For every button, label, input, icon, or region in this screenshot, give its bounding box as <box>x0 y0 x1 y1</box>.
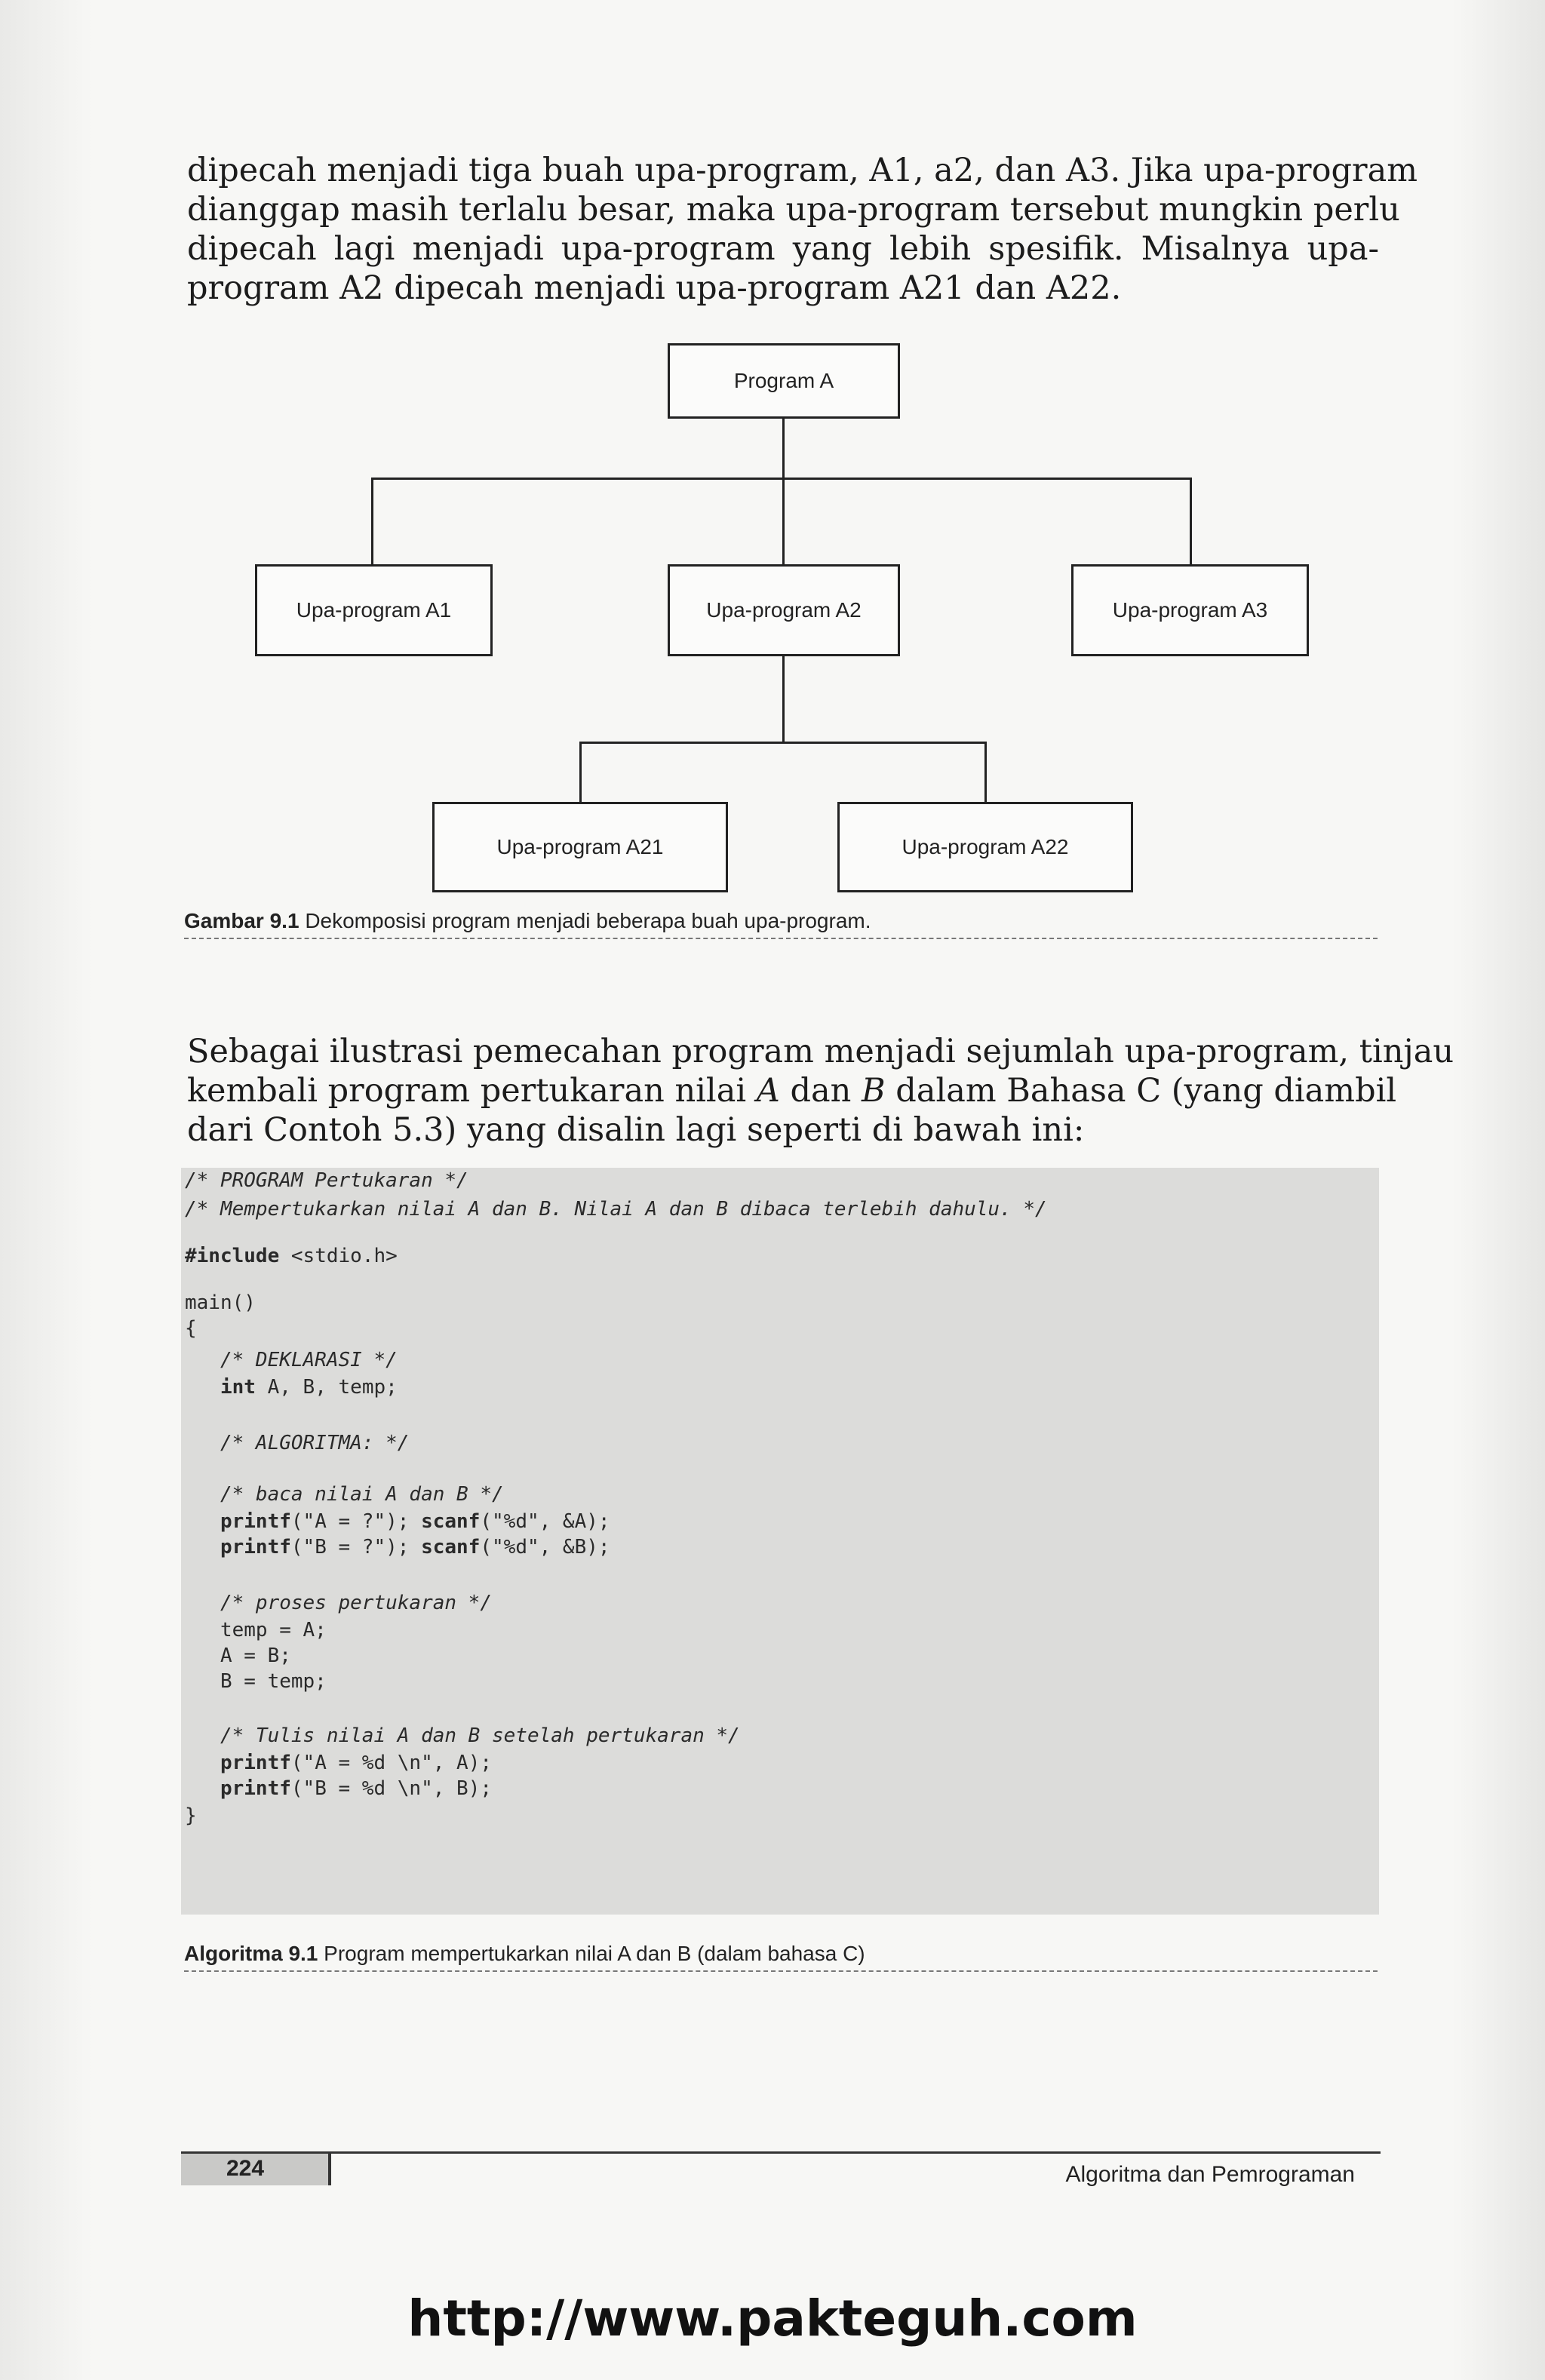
code-main-signature: main() <box>185 1291 256 1314</box>
code-printf-keyword: printf <box>220 1510 291 1533</box>
body-line-2-pre: kembali program pertukaran nilai <box>187 1072 757 1110</box>
connector-level2-bar <box>579 742 987 744</box>
figure-caption-text: Dekomposisi program menjadi beberapa buah upa-program. <box>305 909 871 932</box>
body-paragraph <box>187 1032 1454 1150</box>
code-assign-a: A = B; <box>185 1645 291 1667</box>
intro-line-1: dipecah menjadi tiga buah upa-program, A1, a2, dan A3. Jika upa-program <box>187 152 1418 189</box>
code-comment-baca: /* baca nilai A dan B */ <box>185 1483 504 1506</box>
code-include <box>185 1243 398 1269</box>
code-scanf-keyword: scanf <box>421 1536 481 1559</box>
code-open-brace: { <box>185 1317 197 1340</box>
code-listing <box>181 1168 1379 1915</box>
code-comment-algoritma: /* ALGORITMA: */ <box>185 1432 410 1454</box>
code-close-brace: } <box>185 1804 197 1827</box>
code-read-a-args: ("%d", &A); <box>480 1510 610 1533</box>
code-print-a <box>185 1750 492 1776</box>
code-printf-keyword: printf <box>220 1752 291 1774</box>
code-print-a-args: ("A = %d \n", A); <box>290 1752 492 1774</box>
code-comment-proses: /* proses pertukaran */ <box>185 1592 492 1614</box>
code-include-header: <stdio.h> <box>279 1245 398 1267</box>
code-printf-keyword: printf <box>220 1536 291 1559</box>
code-read-b-args: ("%d", &B); <box>480 1536 610 1559</box>
node-upa-program-a1: Upa-program A1 <box>255 564 493 656</box>
code-declaration-vars: A, B, temp; <box>255 1376 398 1399</box>
variable-b: B <box>862 1072 886 1110</box>
code-read-b-prompt: ("B = ?"); <box>290 1536 422 1559</box>
figure-caption-label: Gambar 9.1 <box>184 909 299 932</box>
code-comment-deklarasi: /* DEKLARASI */ <box>185 1349 398 1371</box>
code-declaration <box>185 1374 398 1400</box>
connector-to-a21 <box>579 742 582 802</box>
code-scanf-keyword: scanf <box>421 1510 481 1533</box>
node-upa-program-a2: Upa-program A2 <box>668 564 900 656</box>
body-line-2-post: dalam Bahasa C (yang diambil <box>885 1072 1397 1110</box>
connector-root-down <box>782 419 785 479</box>
variable-a: A <box>756 1072 780 1110</box>
code-read-a <box>185 1509 610 1534</box>
algorithm-caption-label: Algoritma 9.1 <box>184 1942 318 1965</box>
code-comment-tulis: /* Tulis nilai A dan B setelah pertukaran */ <box>185 1724 740 1747</box>
algorithm-caption-text: Program mempertukarkan nilai A dan B (dalam bahasa C) <box>324 1942 865 1965</box>
algorithm-caption <box>184 1942 1378 1972</box>
code-print-b <box>185 1776 492 1801</box>
intro-line-3: dipecah lagi menjadi upa-program yang lebih spesifik. Misalnya upa- <box>187 230 1379 268</box>
code-read-b <box>185 1534 610 1560</box>
code-assign-b: B = temp; <box>185 1670 327 1693</box>
body-line-3: dari Contoh 5.3) yang disalin lagi seperti di bawah ini: <box>187 1111 1085 1149</box>
book-title: Algoritma dan Pemrograman <box>1065 2162 1355 2187</box>
connector-to-a2 <box>782 478 785 564</box>
connector-to-a3 <box>1190 478 1192 564</box>
code-comment-description: /* Mempertukarkan nilai A dan B. Nilai A dan B dibaca terlebih dahulu. */ <box>185 1198 1047 1221</box>
node-program-a: Program A <box>668 343 900 419</box>
connector-a2-down <box>782 656 785 743</box>
footer-rule <box>181 2151 1381 2154</box>
watermark-url: http://www.pakteguh.com <box>407 2289 1138 2348</box>
figure-caption <box>184 909 1378 939</box>
body-line-1: Sebagai ilustrasi pemecahan program menjadi sejumlah upa-program, tinjau <box>187 1033 1454 1070</box>
intro-line-2: dianggap masih terlalu besar, maka upa-program tersebut mungkin perlu <box>187 191 1400 229</box>
code-int-keyword: int <box>220 1376 256 1399</box>
node-upa-program-a21: Upa-program A21 <box>432 802 728 892</box>
page-number: 224 <box>226 2156 265 2181</box>
code-read-a-prompt: ("A = ?"); <box>290 1510 422 1533</box>
node-upa-program-a22: Upa-program A22 <box>837 802 1133 892</box>
connector-to-a22 <box>984 742 987 802</box>
code-comment-program: /* PROGRAM Pertukaran */ <box>185 1169 468 1192</box>
decomposition-diagram <box>0 0 1545 981</box>
connector-to-a1 <box>371 478 373 564</box>
body-line-2-mid: dan <box>779 1072 862 1110</box>
connector-level1-bar <box>371 478 1192 480</box>
code-include-keyword: #include <box>185 1245 280 1267</box>
intro-line-4: program A2 dipecah menjadi upa-program A21 dan A22. <box>187 269 1122 307</box>
body-line-2 <box>187 1071 1397 1110</box>
code-print-b-args: ("B = %d \n", B); <box>290 1777 492 1800</box>
node-upa-program-a3: Upa-program A3 <box>1071 564 1309 656</box>
code-assign-temp: temp = A; <box>185 1619 327 1641</box>
code-printf-keyword: printf <box>220 1777 291 1800</box>
